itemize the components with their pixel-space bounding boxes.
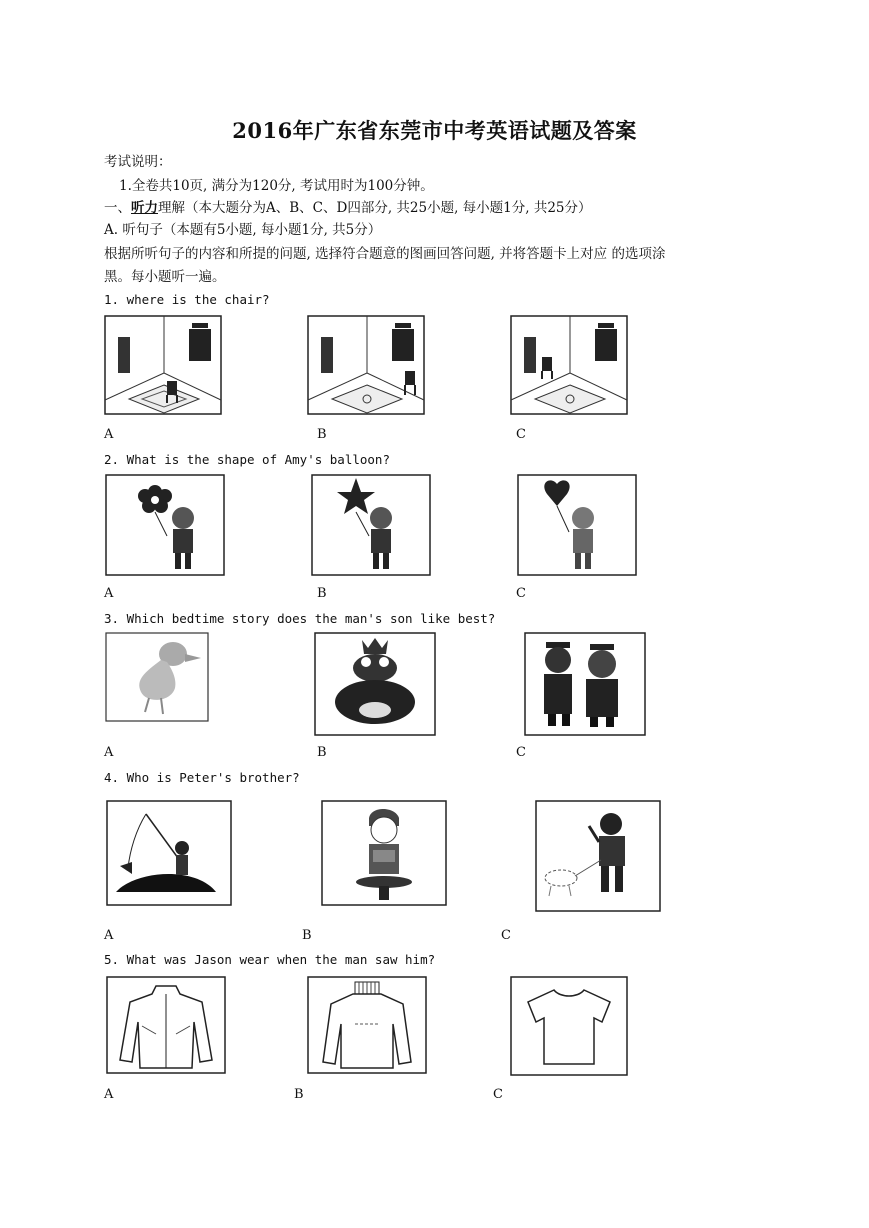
- q3-option-a-label: A: [104, 745, 114, 760]
- page-title: 2016年广东省东莞市中考英语试题及答案: [232, 118, 637, 143]
- q4-option-c-label: C: [501, 928, 511, 943]
- q4-option-a-image: [106, 800, 232, 906]
- q5-option-a-label: A: [104, 1087, 114, 1102]
- question-1-text: 1. where is the chair?: [104, 292, 270, 307]
- q1-option-c-label: C: [516, 427, 526, 442]
- q5-option-c-label: C: [493, 1087, 503, 1102]
- q5-option-a-image: [106, 976, 226, 1074]
- q2-option-a-label: A: [104, 586, 114, 601]
- q4-option-b-label: B: [302, 928, 312, 943]
- q3-option-b-image: [314, 632, 436, 736]
- q2-option-b-image: [311, 474, 431, 576]
- q4-option-b-image: [321, 800, 447, 906]
- instruction-item-1: 1.全卷共10页, 满分为120分, 考试用时为100分钟。: [119, 178, 434, 194]
- q4-option-c-image: [535, 800, 661, 912]
- q2-option-c-image: [517, 474, 637, 576]
- part-a-description-line-2: 黑。每小题听一遍。: [104, 269, 226, 285]
- question-4-text: 4. Who is Peter's brother?: [104, 770, 300, 785]
- q5-option-b-label: B: [294, 1087, 304, 1102]
- q2-option-c-label: C: [516, 586, 526, 601]
- q4-option-a-label: A: [104, 928, 114, 943]
- section-one-prefix: 一、: [104, 200, 131, 216]
- q2-option-b-label: B: [317, 586, 327, 601]
- q1-option-b-label: B: [317, 427, 327, 442]
- question-2-text: 2. What is the shape of Amy's balloon?: [104, 452, 390, 467]
- q1-option-a-image: [104, 315, 222, 415]
- q3-option-a-image: [105, 632, 209, 722]
- q1-option-c-image: [510, 315, 628, 415]
- q1-option-a-label: A: [104, 427, 114, 442]
- question-3-text: 3. Which bedtime story does the man's son like best?: [104, 611, 496, 626]
- q2-option-a-image: [105, 474, 225, 576]
- q5-option-b-image: [307, 976, 427, 1074]
- q5-option-c-image: [510, 976, 628, 1076]
- instructions-heading: 考试说明：: [104, 154, 172, 170]
- q1-option-b-image: [307, 315, 425, 415]
- q3-option-b-label: B: [317, 745, 327, 760]
- part-a-heading: A. 听句子（本题有5小题, 每小题1分, 共5分）: [104, 222, 382, 238]
- question-5-text: 5. What was Jason wear when the man saw him?: [104, 952, 436, 967]
- section-one-underlined: 听力: [131, 200, 158, 216]
- q3-option-c-label: C: [516, 745, 526, 760]
- section-one-heading: [104, 199, 592, 217]
- part-a-description-line-1: 根据所听句子的内容和所提的问题, 选择符合题意的图画回答问题, 并将答题卡上对应 的选项涂: [104, 246, 666, 262]
- q3-option-c-image: [524, 632, 646, 736]
- section-one-rest: 理解（本大题分为A、B、C、D四部分, 共25小题, 每小题1分, 共25分）: [158, 200, 592, 216]
